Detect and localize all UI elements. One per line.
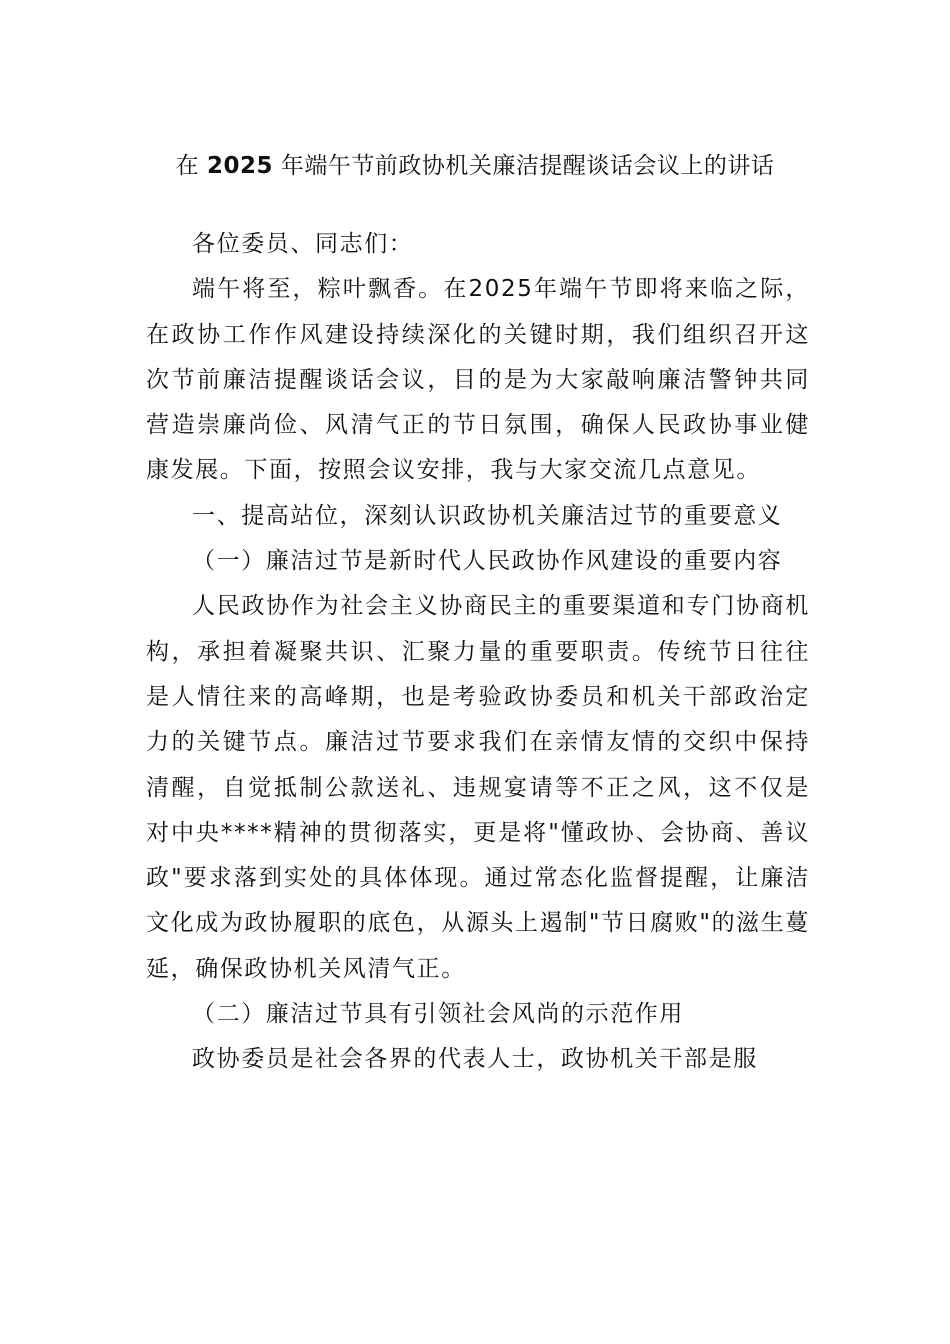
title-suffix: 年端午节前政协机关廉洁提醒谈话会议上的讲话 <box>280 153 775 179</box>
subsection-heading-1-1: （一）廉洁过节是新时代人民政协作风建设的重要内容 <box>192 548 783 575</box>
title-prefix: 在 <box>175 153 200 179</box>
subsection-heading-1-2: （二）廉洁过节具有引领社会风尚的示范作用 <box>192 1001 684 1028</box>
salutation: 各位委员、同志们： <box>192 231 414 257</box>
paragraph-intro: 端午将至，粽叶飘香。在2025年端午节即将来临之际，在政协工作作风建设持续深化的关键时期，我们组织召开这次节前廉洁提醒谈话会议，目的是为大家敲响廉洁警钟共同营造崇廉尚俭、风清气正的节日氛围，确保人民政协事业健康发展。下面，按照会议安排，我与大家交流几点意见。 <box>146 276 810 484</box>
document-body <box>146 222 810 1083</box>
paragraph-1-1: 人民政协作为社会主义协商民主的重要渠道和专门协商机构，承担着凝聚共识、汇聚力量的重要职责。传统节日往往是人情往来的高峰期，也是考验政协委员和机关干部政治定力的关键节点。廉洁过节要求我们在亲情友情的交织中保持清醒，自觉抵制公款送礼、违规宴请等不正之风，这不仅是对中央****精神的贯彻落实，更是将"懂政协、会协商、善议政"要求落到实处的具体体现。通过常态化监督提醒，让廉洁文化成为政协履职的底色，从源头上遏制"节日腐败"的滋生蔓延，确保政协机关风清气正。 <box>146 593 810 982</box>
section-heading-1: 一、提高站位，深刻认识政协机关廉洁过节的重要意义 <box>192 502 783 529</box>
paragraph-1-2: 政协委员是社会各界的代表人士，政协机关干部是服 <box>192 1046 758 1073</box>
document-title <box>0 148 950 184</box>
title-year: 2025 <box>206 153 273 179</box>
